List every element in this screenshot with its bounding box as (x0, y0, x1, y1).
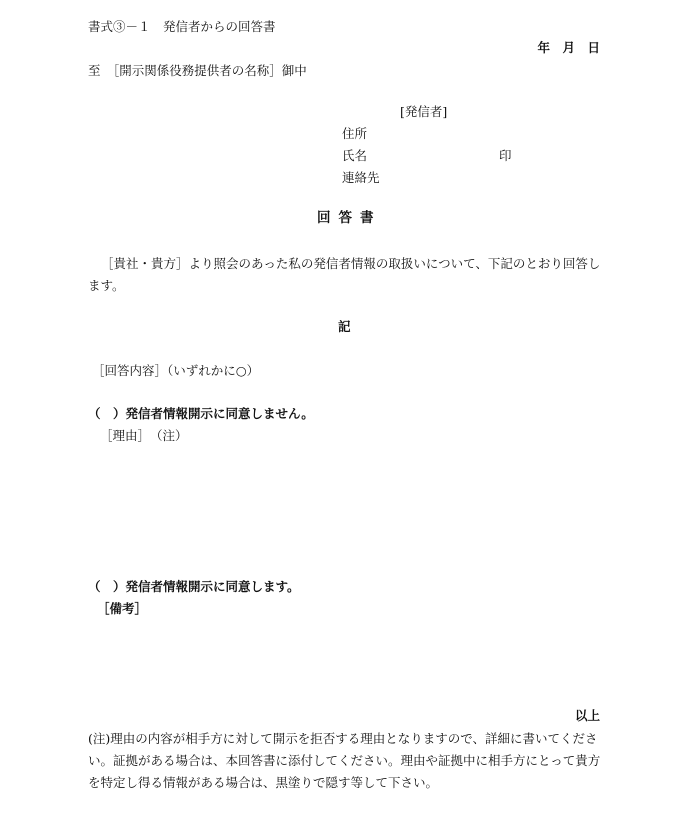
form-label: 書式③－１ 発信者からの回答書 (88, 19, 276, 34)
remarks-label: ［備考］ (97, 601, 148, 616)
sender-name-label: 氏名 (342, 148, 368, 163)
reason-label: ［理由］ （注） (100, 428, 188, 443)
option-agree: （ ）発信者情報開示に同意します。 (88, 579, 300, 594)
recipient-line: 至 ［開示関係役務提供者の名称］御中 (88, 63, 307, 78)
intro-paragraph: ［貴社・貴方］より照会のあった私の発信者情報の取扱いについて、下記のとおり回答します。 (88, 256, 601, 293)
option-refuse: （ ）発信者情報開示に同意しません。 (88, 406, 314, 421)
ki-heading: 記 (338, 319, 351, 334)
document-title: 回答書 (317, 210, 382, 226)
answer-heading: ［回答内容］（いずれかに○） (92, 363, 260, 378)
sender-heading: [発信者] (400, 104, 448, 119)
ijou-label: 以上 (574, 708, 600, 723)
note-paragraph: (注)理由の内容が相手方に対して開示を拒否する理由となりますので、詳細に書いてください。証拠がある場合は、本回答書に添付してください。理由や証拠中に相手方にとって貴方を特定し得る情報がある場合は、黒塗りで隠す等して下さい。 (88, 731, 601, 790)
date-line: 年 月 日 (537, 40, 600, 55)
sender-contact-label: 連絡先 (342, 170, 380, 185)
sender-address-label: 住所 (342, 126, 368, 141)
seal-label: 印 (499, 148, 512, 163)
